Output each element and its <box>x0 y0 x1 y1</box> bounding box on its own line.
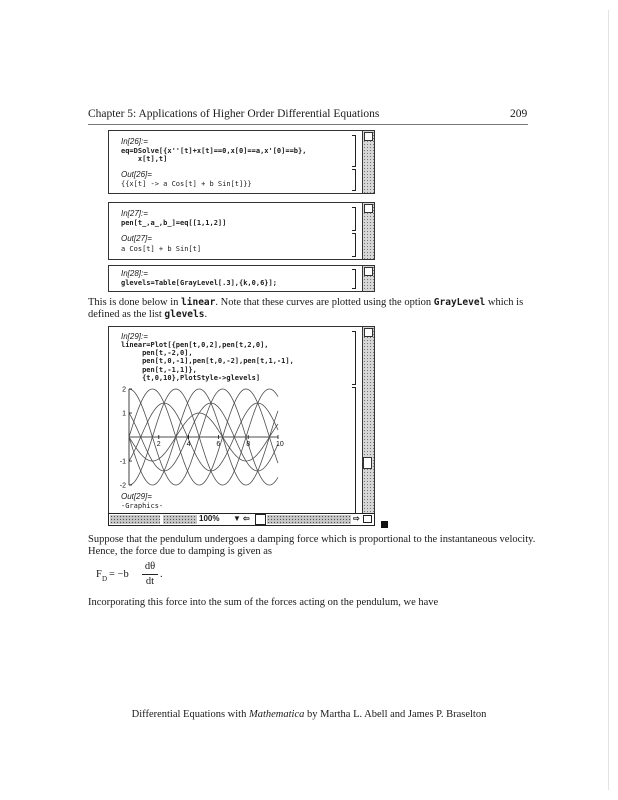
page-number: 209 <box>510 108 528 120</box>
zoom-level[interactable]: 100% <box>199 514 220 523</box>
notebook-cell-29 <box>108 326 375 516</box>
cell-scrollbar[interactable] <box>362 266 374 291</box>
scroll-right-icon[interactable]: ⇨ <box>353 514 360 523</box>
damping-equation: F D = −b dθ dt . <box>96 561 163 587</box>
input-code-26[interactable]: eq=DSolve[{x''[t]+x[t]==0,x[0]==a,x'[0]==b}, x[t],t] <box>121 147 307 164</box>
paragraph-incorporating: Incorporating this force into the sum of the forces acting on the pendulum, we have <box>88 597 439 608</box>
y-tick-label: 1 <box>122 410 126 418</box>
cell-bracket[interactable] <box>352 331 356 385</box>
in-label-28: In[28]:= <box>121 269 148 278</box>
y-tick-label: -1 <box>119 458 126 466</box>
notebook-status-bar <box>108 513 375 526</box>
cell-bracket[interactable] <box>352 135 356 167</box>
horizontal-scroll-thumb[interactable] <box>255 514 266 525</box>
paragraph-linear-intro: This is done below in linear. Note that these curves are plotted using the option GrayLevel which is defined as the list glevels. <box>88 297 524 320</box>
cell-bracket[interactable] <box>352 207 356 231</box>
chapter-header: Chapter 5: Applications of Higher Order Differential Equations <box>88 108 380 120</box>
input-code-29[interactable]: linear=Plot[{pen[t,0,2],pen[t,2,0], pen[t,-2,0], pen[t,0,-1],pen[t,0,-2],pen[t,1,-1], pen[t,-1,1]}, {t,0,10},PlotStyle->glevels] <box>121 341 294 382</box>
x-tick-label: 2 <box>156 441 161 448</box>
notebook-cell-27 <box>108 202 375 260</box>
x-tick-label: 4 <box>186 441 191 448</box>
y-tick-label: 2 <box>122 386 126 394</box>
status-pattern <box>163 515 197 524</box>
status-pattern <box>110 515 160 524</box>
cell-scrollbar[interactable] <box>362 203 374 259</box>
x-tick-label: 8 <box>246 441 251 448</box>
paragraph-damping: Suppose that the pendulum undergoes a damping force which is proportional to the instantaneous velocity. Hence, the force due to damping is given as <box>88 534 536 557</box>
in-label-29: In[29]:= <box>121 332 148 341</box>
output-26: {{x[t] -> a Cos[t] + b Sin[t]}} <box>121 180 252 188</box>
notebook-cell-26 <box>108 130 375 194</box>
book-footer: Differential Equations with Mathematica by Martha L. Abell and James P. Braselton <box>131 709 487 720</box>
horizontal-scrollbar[interactable] <box>267 515 351 524</box>
y-tick-label: -2 <box>119 482 126 490</box>
output-27: a Cos[t] + b Sin[t] <box>121 245 202 253</box>
cell-bracket[interactable] <box>352 387 356 515</box>
cell-bracket[interactable] <box>352 233 356 257</box>
resize-grip-icon[interactable] <box>363 515 372 523</box>
cell-bracket[interactable] <box>352 269 356 289</box>
end-of-proof-icon <box>381 521 388 528</box>
out-label-27: Out[27]= <box>121 234 152 243</box>
plot-graphic <box>113 385 283 489</box>
page-edge-line <box>608 10 609 790</box>
input-code-27[interactable]: pen[t_,a_,b_]=eq[[1,1,2]] <box>121 219 227 227</box>
input-code-28[interactable]: glevels=Table[GrayLevel[.3],{k,0,6}]; <box>121 279 277 287</box>
cell-bracket[interactable] <box>352 169 356 191</box>
output-29: -Graphics- <box>121 502 164 510</box>
out-label-26: Out[26]= <box>121 170 152 179</box>
header-rule <box>88 124 528 125</box>
zoom-dropdown-icon[interactable]: ▼ <box>233 514 241 523</box>
cell-scrollbar[interactable] <box>362 131 374 193</box>
cell-scrollbar[interactable] <box>362 327 374 515</box>
x-tick-label: 10 <box>276 441 284 448</box>
scroll-left-icon[interactable]: ⇦ <box>243 514 250 523</box>
notebook-cell-28 <box>108 265 375 292</box>
scroll-thumb[interactable] <box>363 457 372 469</box>
x-tick-label: 6 <box>216 441 221 448</box>
in-label-27: In[27]:= <box>121 209 148 218</box>
in-label-26: In[26]:= <box>121 137 148 146</box>
out-label-29: Out[29]= <box>121 492 152 501</box>
